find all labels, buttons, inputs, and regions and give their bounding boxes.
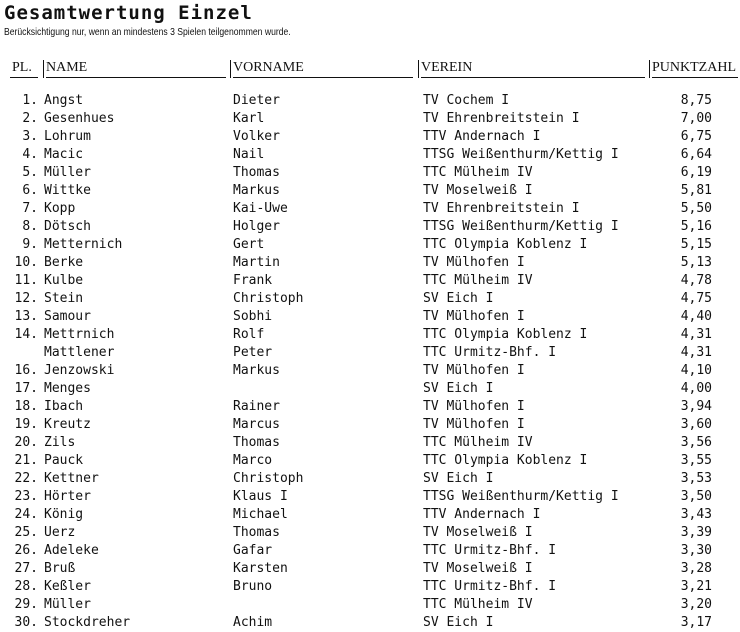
first-name-cell: Gert: [233, 237, 265, 252]
name-cell: Kulbe: [44, 273, 84, 288]
name-cell: Menges: [44, 381, 91, 396]
name-cell: Berke: [44, 255, 84, 270]
points-cell: 6,64: [680, 147, 712, 162]
club-cell: TV Ehrenbreitstein I: [423, 201, 580, 216]
rank-cell: 30.: [14, 615, 38, 630]
points-cell: 7,00: [680, 111, 712, 126]
table-row: [0, 506, 740, 524]
club-cell: TV Ehrenbreitstein I: [423, 111, 580, 126]
points-cell: 3,39: [680, 525, 712, 540]
points-cell: 5,16: [680, 219, 712, 234]
rank-cell: 27.: [14, 561, 38, 576]
club-cell: TTC Mülheim IV: [423, 165, 533, 180]
rank-cell: 23.: [14, 489, 38, 504]
first-name-cell: Bruno: [233, 579, 273, 594]
club-cell: TV Moselweiß I: [423, 525, 533, 540]
table-row: [0, 614, 740, 632]
table-row: [0, 488, 740, 506]
rank-cell: 8.: [22, 219, 38, 234]
rank-cell: 19.: [14, 417, 38, 432]
name-cell: Adeleke: [44, 543, 99, 558]
name-cell: Hörter: [44, 489, 91, 504]
first-name-cell: Christoph: [233, 471, 304, 486]
table-row: [0, 578, 740, 596]
name-cell: Jenzowski: [44, 363, 115, 378]
column-divider: [230, 60, 231, 78]
club-cell: TTC Urmitz-Bhf. I: [423, 579, 557, 594]
rank-cell: 16.: [14, 363, 38, 378]
points-cell: 4,78: [680, 273, 712, 288]
points-cell: 4,31: [680, 327, 712, 342]
table-row: [0, 542, 740, 560]
table-row: [0, 272, 740, 290]
first-name-cell: Holger: [233, 219, 280, 234]
header-underline: [46, 77, 226, 78]
first-name-cell: Christoph: [233, 291, 304, 306]
rank-cell: 14.: [14, 327, 38, 342]
page-title: Gesamtwertung Einzel: [4, 2, 253, 24]
rank-cell: 18.: [14, 399, 38, 414]
first-name-cell: Peter: [233, 345, 273, 360]
header-underline: [233, 77, 413, 78]
first-name-cell: Thomas: [233, 525, 280, 540]
name-cell: Lohrum: [44, 129, 91, 144]
column-divider: [418, 60, 419, 78]
first-name-cell: Volker: [233, 129, 280, 144]
ranking-table-body: [0, 92, 740, 632]
club-cell: TTC Mülheim IV: [423, 435, 533, 450]
table-row: [0, 560, 740, 578]
rank-cell: 25.: [14, 525, 38, 540]
table-row: [0, 326, 740, 344]
column-header-rank: PL.: [12, 60, 32, 75]
points-cell: 6,19: [680, 165, 712, 180]
points-cell: 5,81: [680, 183, 712, 198]
table-row: [0, 290, 740, 308]
points-cell: 3,94: [680, 399, 712, 414]
first-name-cell: Sobhi: [233, 309, 273, 324]
table-row: [0, 380, 740, 398]
club-cell: TTC Olympia Koblenz I: [423, 453, 588, 468]
name-cell: Pauck: [44, 453, 84, 468]
column-divider: [649, 60, 650, 78]
club-cell: TTSG Weißenthurm/Kettig I: [423, 219, 619, 234]
table-row: [0, 362, 740, 380]
name-cell: Zils: [44, 435, 76, 450]
points-cell: 3,50: [680, 489, 712, 504]
name-cell: Kopp: [44, 201, 76, 216]
table-row: [0, 434, 740, 452]
first-name-cell: Nail: [233, 147, 265, 162]
club-cell: SV Eich I: [423, 291, 494, 306]
table-row: [0, 128, 740, 146]
first-name-cell: Karl: [233, 111, 265, 126]
rank-cell: 20.: [14, 435, 38, 450]
club-cell: TTC Olympia Koblenz I: [423, 327, 588, 342]
club-cell: TV Moselweiß I: [423, 561, 533, 576]
club-cell: TTV Andernach I: [423, 507, 541, 522]
table-row: [0, 452, 740, 470]
table-row: [0, 236, 740, 254]
points-cell: 3,55: [680, 453, 712, 468]
name-cell: Mettrnich: [44, 327, 115, 342]
table-row: [0, 344, 740, 362]
club-cell: TTC Urmitz-Bhf. I: [423, 345, 557, 360]
points-cell: 5,15: [680, 237, 712, 252]
column-header-club: VEREIN: [421, 60, 473, 75]
club-cell: SV Eich I: [423, 471, 494, 486]
rank-cell: 21.: [14, 453, 38, 468]
rank-cell: 2.: [22, 111, 38, 126]
table-row: [0, 524, 740, 542]
club-cell: TV Mülhofen I: [423, 363, 525, 378]
points-cell: 3,60: [680, 417, 712, 432]
name-cell: Kettner: [44, 471, 99, 486]
points-cell: 6,75: [680, 129, 712, 144]
points-cell: 4,00: [680, 381, 712, 396]
points-cell: 3,53: [680, 471, 712, 486]
name-cell: Samour: [44, 309, 91, 324]
points-cell: 4,31: [680, 345, 712, 360]
club-cell: SV Eich I: [423, 381, 494, 396]
first-name-cell: Rolf: [233, 327, 265, 342]
rank-cell: 7.: [22, 201, 38, 216]
club-cell: TTC Mülheim IV: [423, 597, 533, 612]
club-cell: TTV Andernach I: [423, 129, 541, 144]
table-row: [0, 218, 740, 236]
rank-cell: 26.: [14, 543, 38, 558]
points-cell: 5,50: [680, 201, 712, 216]
club-cell: TTC Urmitz-Bhf. I: [423, 543, 557, 558]
table-row: [0, 92, 740, 110]
column-header-name: NAME: [46, 60, 88, 75]
first-name-cell: Achim: [233, 615, 273, 630]
rank-cell: 17.: [14, 381, 38, 396]
points-cell: 8,75: [680, 93, 712, 108]
first-name-cell: Marcus: [233, 417, 280, 432]
rank-cell: 12.: [14, 291, 38, 306]
name-cell: Müller: [44, 597, 91, 612]
name-cell: Angst: [44, 93, 84, 108]
rank-cell: 24.: [14, 507, 38, 522]
first-name-cell: Rainer: [233, 399, 280, 414]
first-name-cell: Dieter: [233, 93, 280, 108]
rank-cell: 4.: [22, 147, 38, 162]
club-cell: TV Mülhofen I: [423, 399, 525, 414]
name-cell: Macic: [44, 147, 84, 162]
club-cell: TV Mülhofen I: [423, 255, 525, 270]
name-cell: Stockdreher: [44, 615, 131, 630]
club-cell: TTC Mülheim IV: [423, 273, 533, 288]
rank-cell: 5.: [22, 165, 38, 180]
name-cell: Metternich: [44, 237, 123, 252]
table-row: [0, 470, 740, 488]
rank-cell: 1.: [22, 93, 38, 108]
club-cell: TV Cochem I: [423, 93, 510, 108]
table-row: [0, 596, 740, 614]
club-cell: SV Eich I: [423, 615, 494, 630]
rank-cell: 9.: [22, 237, 38, 252]
first-name-cell: Frank: [233, 273, 273, 288]
points-cell: 4,75: [680, 291, 712, 306]
rank-cell: 13.: [14, 309, 38, 324]
points-cell: 4,10: [680, 363, 712, 378]
first-name-cell: Marco: [233, 453, 273, 468]
club-cell: TTSG Weißenthurm/Kettig I: [423, 489, 619, 504]
points-cell: 3,30: [680, 543, 712, 558]
first-name-cell: Thomas: [233, 435, 280, 450]
header-underline: [421, 77, 645, 78]
name-cell: Uerz: [44, 525, 76, 540]
points-cell: 3,43: [680, 507, 712, 522]
first-name-cell: Karsten: [233, 561, 288, 576]
rank-cell: 3.: [22, 129, 38, 144]
points-cell: 3,56: [680, 435, 712, 450]
first-name-cell: Markus: [233, 183, 280, 198]
club-cell: TTC Olympia Koblenz I: [423, 237, 588, 252]
rank-cell: 11.: [14, 273, 38, 288]
first-name-cell: Martin: [233, 255, 280, 270]
table-row: [0, 164, 740, 182]
first-name-cell: Kai-Uwe: [233, 201, 288, 216]
name-cell: Dötsch: [44, 219, 91, 234]
club-cell: TV Moselweiß I: [423, 183, 533, 198]
name-cell: Ibach: [44, 399, 84, 414]
name-cell: Stein: [44, 291, 84, 306]
column-header-first-name: VORNAME: [233, 60, 304, 75]
rank-cell: 22.: [14, 471, 38, 486]
first-name-cell: Klaus I: [233, 489, 288, 504]
name-cell: Kreutz: [44, 417, 91, 432]
rank-cell: 29.: [14, 597, 38, 612]
first-name-cell: Thomas: [233, 165, 280, 180]
page-subtitle: Berücksichtigung nur, wenn an mindestens 3 Spielen teilgenommen wurde.: [4, 26, 291, 38]
name-cell: König: [44, 507, 84, 522]
rank-cell: 6.: [22, 183, 38, 198]
points-cell: 3,28: [680, 561, 712, 576]
table-row: [0, 146, 740, 164]
name-cell: Mattlener: [44, 345, 115, 360]
club-cell: TV Mülhofen I: [423, 417, 525, 432]
table-row: [0, 110, 740, 128]
first-name-cell: Gafar: [233, 543, 273, 558]
points-cell: 3,20: [680, 597, 712, 612]
points-cell: 3,17: [680, 615, 712, 630]
club-cell: TV Mülhofen I: [423, 309, 525, 324]
rank-cell: 10.: [14, 255, 38, 270]
name-cell: Wittke: [44, 183, 91, 198]
rank-cell: 28.: [14, 579, 38, 594]
name-cell: Müller: [44, 165, 91, 180]
column-header-points: PUNKTZAHL: [652, 60, 736, 75]
name-cell: Gesenhues: [44, 111, 115, 126]
first-name-cell: Michael: [233, 507, 288, 522]
table-row: [0, 398, 740, 416]
points-cell: 5,13: [680, 255, 712, 270]
name-cell: Bruß: [44, 561, 76, 576]
table-header: [0, 59, 740, 79]
table-row: [0, 200, 740, 218]
table-row: [0, 308, 740, 326]
first-name-cell: Markus: [233, 363, 280, 378]
points-cell: 3,21: [680, 579, 712, 594]
header-underline: [652, 77, 738, 78]
table-row: [0, 416, 740, 434]
header-underline: [10, 77, 38, 78]
name-cell: Keßler: [44, 579, 91, 594]
column-divider: [43, 60, 44, 78]
table-row: [0, 182, 740, 200]
table-row: [0, 254, 740, 272]
points-cell: 4,40: [680, 309, 712, 324]
club-cell: TTSG Weißenthurm/Kettig I: [423, 147, 619, 162]
